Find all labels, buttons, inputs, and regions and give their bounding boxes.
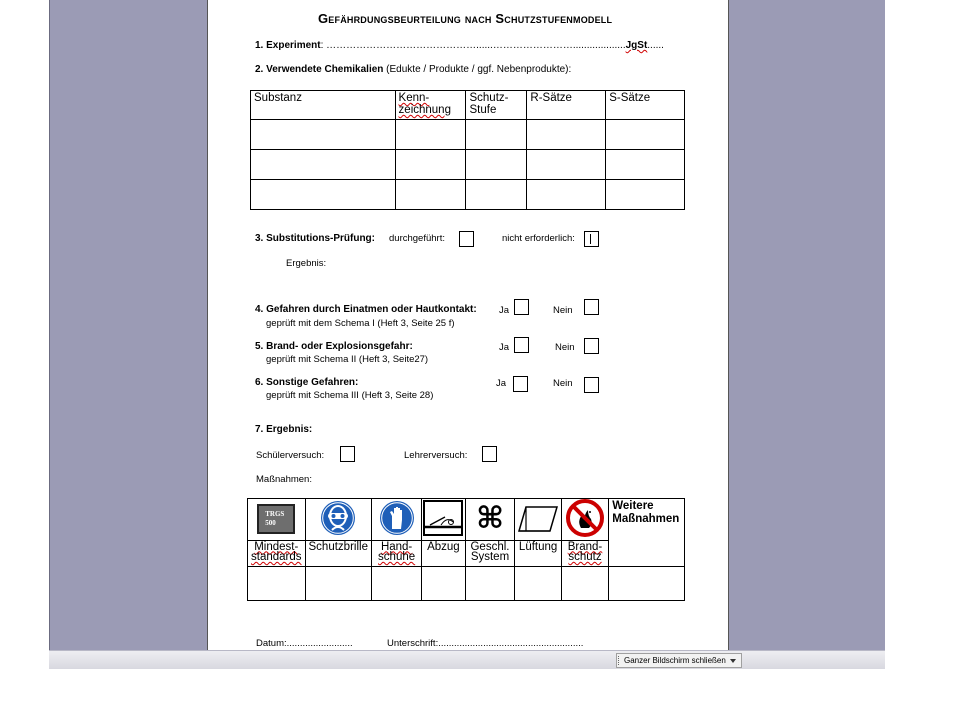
cell[interactable] — [527, 150, 606, 180]
hazard-other-sub: geprüft mit Schema III (Heft 3, Seite 28) — [266, 390, 434, 401]
substitution-label: 3. Substitutions-Prüfung: — [255, 233, 375, 244]
measure-cell-fire-protection[interactable] — [561, 499, 608, 541]
measure-label: Schutzbrille — [305, 540, 371, 566]
table-row — [251, 180, 685, 210]
col-s-saetze: S-Sätze — [606, 91, 685, 120]
hazard-inhalation-yes-checkbox[interactable] — [514, 299, 529, 315]
close-fullscreen-label: Ganzer Bildschirm schließen — [624, 656, 726, 665]
col-kennzeichnung: Kenn- zeichnung — [395, 91, 466, 120]
document-page — [207, 0, 729, 650]
substitution-done-checkbox[interactable] — [459, 231, 474, 247]
hazard-inhalation-sub: geprüft mit dem Schema I (Heft 3, Seite 25 f) — [266, 318, 455, 329]
trgs-500-icon: TRGS 500 — [257, 504, 295, 534]
measure-cell-minimum-standards[interactable] — [248, 499, 306, 541]
command-key-icon: ⌘ — [476, 502, 504, 536]
fullscreen-toolbar — [49, 650, 885, 669]
cell[interactable] — [248, 566, 306, 600]
substitution-result-label: Ergebnis: — [286, 258, 327, 269]
cell[interactable] — [395, 180, 466, 210]
cell[interactable] — [466, 150, 527, 180]
measure-cell-ventilation[interactable] — [515, 499, 561, 541]
measure-label: Mindest- standards — [248, 540, 306, 566]
result-student-checkbox[interactable] — [340, 446, 355, 462]
table-row — [251, 120, 685, 150]
further-measures-header: Weitere Maßnahmen — [609, 499, 685, 567]
cell[interactable] — [422, 566, 465, 600]
cell[interactable] — [609, 566, 685, 600]
measure-label: Geschl. System — [465, 540, 515, 566]
hazard-fire-no-label: Nein — [555, 342, 575, 353]
protective-gloves-icon — [379, 500, 415, 536]
ventilation-window-icon — [516, 503, 560, 533]
measure-label: Hand- schuhe — [371, 540, 421, 566]
result-label: 7. Ergebnis: — [255, 424, 313, 435]
substitution-option-not-required: nicht erforderlich: — [502, 233, 575, 244]
chemicals-table — [250, 90, 685, 210]
cell[interactable] — [606, 150, 685, 180]
hazard-fire-sub: geprüft mit Schema II (Heft 3, Seite27) — [266, 354, 429, 365]
hazard-other-yes-label: Ja — [496, 378, 507, 389]
date-field: Datum:......................... — [256, 638, 353, 649]
hazard-inhalation-no-checkbox[interactable] — [584, 299, 599, 315]
viewer-edge — [49, 0, 50, 650]
dropdown-arrow-icon[interactable] — [730, 659, 736, 663]
cell[interactable] — [251, 180, 396, 210]
hazard-fire-label: 5. Brand- oder Explosionsgefahr: — [255, 341, 413, 352]
col-substanz: Substanz — [251, 91, 396, 120]
signature-field: Unterschrift:....................................................... — [387, 638, 584, 649]
measure-cell-fume-hood[interactable] — [422, 499, 465, 541]
hazard-fire-yes-checkbox[interactable] — [514, 337, 529, 353]
cell[interactable] — [305, 566, 371, 600]
cell[interactable] — [561, 566, 608, 600]
cell[interactable] — [251, 120, 396, 150]
measures-table — [247, 498, 685, 601]
form-title: Gefährdungsbeurteilung nach Schutzstufenmodell — [318, 11, 613, 26]
experiment-label: 1. Experiment — [255, 40, 321, 51]
toolbar-grip-icon — [618, 656, 621, 665]
measure-cell-goggles[interactable] — [305, 499, 371, 541]
fume-hood-icon — [423, 500, 463, 536]
measure-label: Abzug — [422, 540, 465, 566]
cell[interactable] — [395, 120, 466, 150]
cell[interactable] — [395, 150, 466, 180]
hazard-inhalation-no-label: Nein — [553, 305, 573, 316]
jgst-dots: ...... — [647, 40, 664, 51]
cell[interactable] — [465, 566, 515, 600]
measures-icon-row — [248, 499, 685, 541]
hazard-fire-no-checkbox[interactable] — [584, 338, 599, 354]
result-teacher-label: Lehrerversuch: — [404, 450, 468, 461]
result-measures-label: Maßnahmen: — [256, 474, 312, 485]
result-teacher-checkbox[interactable] — [482, 446, 497, 462]
substitution-not-required-checkbox[interactable] — [584, 231, 599, 247]
col-r-saetze: R-Sätze — [527, 91, 606, 120]
cell[interactable] — [606, 120, 685, 150]
measure-label: Lüftung — [515, 540, 561, 566]
safety-goggles-icon — [320, 500, 356, 536]
close-fullscreen-button[interactable] — [616, 653, 742, 668]
hazard-other-yes-checkbox[interactable] — [513, 376, 528, 392]
cell[interactable] — [466, 180, 527, 210]
substitution-option-done: durchgeführt: — [389, 233, 445, 244]
hazard-other-label: 6. Sonstige Gefahren: — [255, 377, 359, 388]
result-student-label: Schülerversuch: — [256, 450, 325, 461]
hazard-other-no-label: Nein — [553, 378, 573, 389]
hazard-fire-yes-label: Ja — [499, 342, 510, 353]
measures-check-row — [248, 566, 685, 600]
cell[interactable] — [466, 120, 527, 150]
measure-cell-gloves[interactable] — [371, 499, 421, 541]
hazard-inhalation-yes-label: Ja — [499, 305, 510, 316]
cell[interactable] — [515, 566, 561, 600]
experiment-dots: : ………………………………………......……………………................... — [320, 40, 626, 51]
cell[interactable] — [527, 180, 606, 210]
measure-cell-closed-system[interactable] — [465, 499, 515, 541]
cell[interactable] — [371, 566, 421, 600]
measure-label: Brand- schutz — [561, 540, 608, 566]
jgst-label: JgSt — [625, 40, 648, 51]
chemicals-line — [255, 64, 571, 75]
table-row — [251, 150, 685, 180]
chemicals-label-rest: (Edukte / Produkte / ggf. Nebenprodukte): — [383, 64, 572, 75]
cell[interactable] — [251, 150, 396, 180]
no-open-flame-icon — [565, 499, 605, 537]
hazard-inhalation-label: 4. Gefahren durch Einatmen oder Hautkontakt: — [255, 304, 477, 315]
col-schutzstufe: Schutz- Stufe — [466, 91, 527, 120]
chemicals-header-row — [251, 91, 685, 120]
chemicals-label: 2. Verwendete Chemikalien — [255, 64, 384, 75]
hazard-other-no-checkbox[interactable] — [584, 377, 599, 393]
cell[interactable] — [606, 180, 685, 210]
cell[interactable] — [527, 120, 606, 150]
experiment-line — [255, 40, 664, 51]
